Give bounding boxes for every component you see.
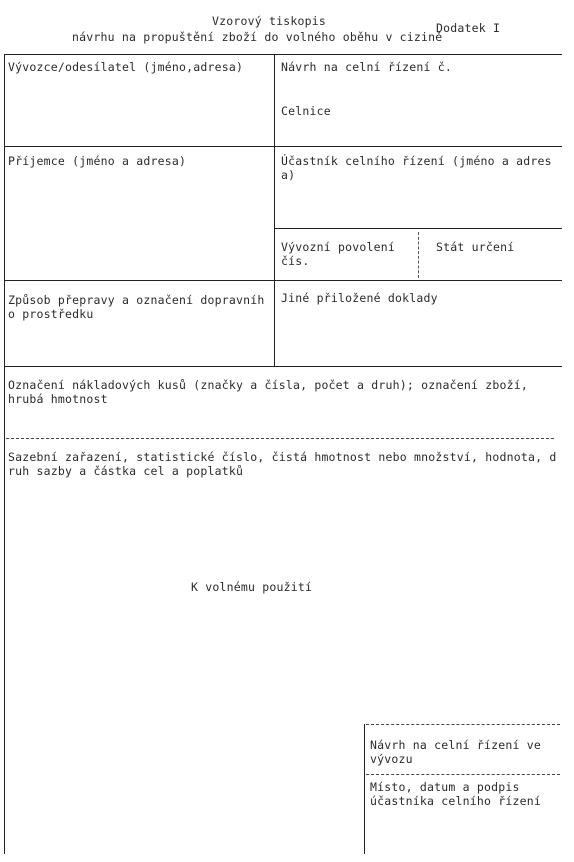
- tariff-separator: [6, 438, 554, 439]
- row-divider-4: [4, 366, 562, 367]
- destination-country-label: Stát určení: [436, 240, 515, 254]
- top-section-divider: [274, 54, 275, 366]
- transport-label: Způsob přepravy a označení dopravního prostředku: [8, 293, 265, 321]
- left-border: [4, 54, 5, 854]
- signature-box-top: [366, 724, 560, 725]
- attached-documents-label: Jiné přiložené doklady: [281, 291, 438, 305]
- row-divider-3: [4, 280, 562, 281]
- signature-box-left: [364, 724, 365, 854]
- tariff-label: Sazební zařazení, statistické číslo, čistá hmotnost nebo množství, hodnota, druh sazby a částka cel a poplatků: [8, 450, 557, 478]
- export-request-label: Návrh na celní řízení ve vývozu: [370, 738, 549, 766]
- top-border: [4, 54, 562, 55]
- exporter-label: Vývozce/odesílatel (jméno,adresa): [8, 60, 244, 74]
- consignee-label: Příjemce (jméno a adresa): [8, 154, 187, 168]
- customs-office-label: Celnice: [281, 104, 331, 118]
- row-divider-1: [4, 146, 562, 147]
- place-date-signature-label: Místo, datum a podpis účastníka celního řízení: [370, 780, 541, 808]
- packages-label: Označení nákladových kusů (značky a čísla, počet a druh); označení zboží, hrubá hmotnost: [8, 378, 536, 406]
- annex-label: Dodatek I: [436, 21, 501, 35]
- license-divider: [418, 232, 419, 278]
- export-license-label: Vývozní povolení čís.: [281, 240, 395, 268]
- customs-request-number-label: Návrh na celní řízení č.: [281, 60, 452, 74]
- row-divider-2: [274, 228, 562, 229]
- form-title-line2: návrhu na propuštění zboží do volného oběhu v cizině: [72, 30, 443, 44]
- free-use-label: K volnému použití: [191, 580, 313, 594]
- signature-box-divider: [366, 774, 560, 775]
- declarant-label: Účastník celního řízení (jméno a adresa): [281, 154, 552, 182]
- form-title-line1: Vzorový tiskopis: [212, 14, 326, 28]
